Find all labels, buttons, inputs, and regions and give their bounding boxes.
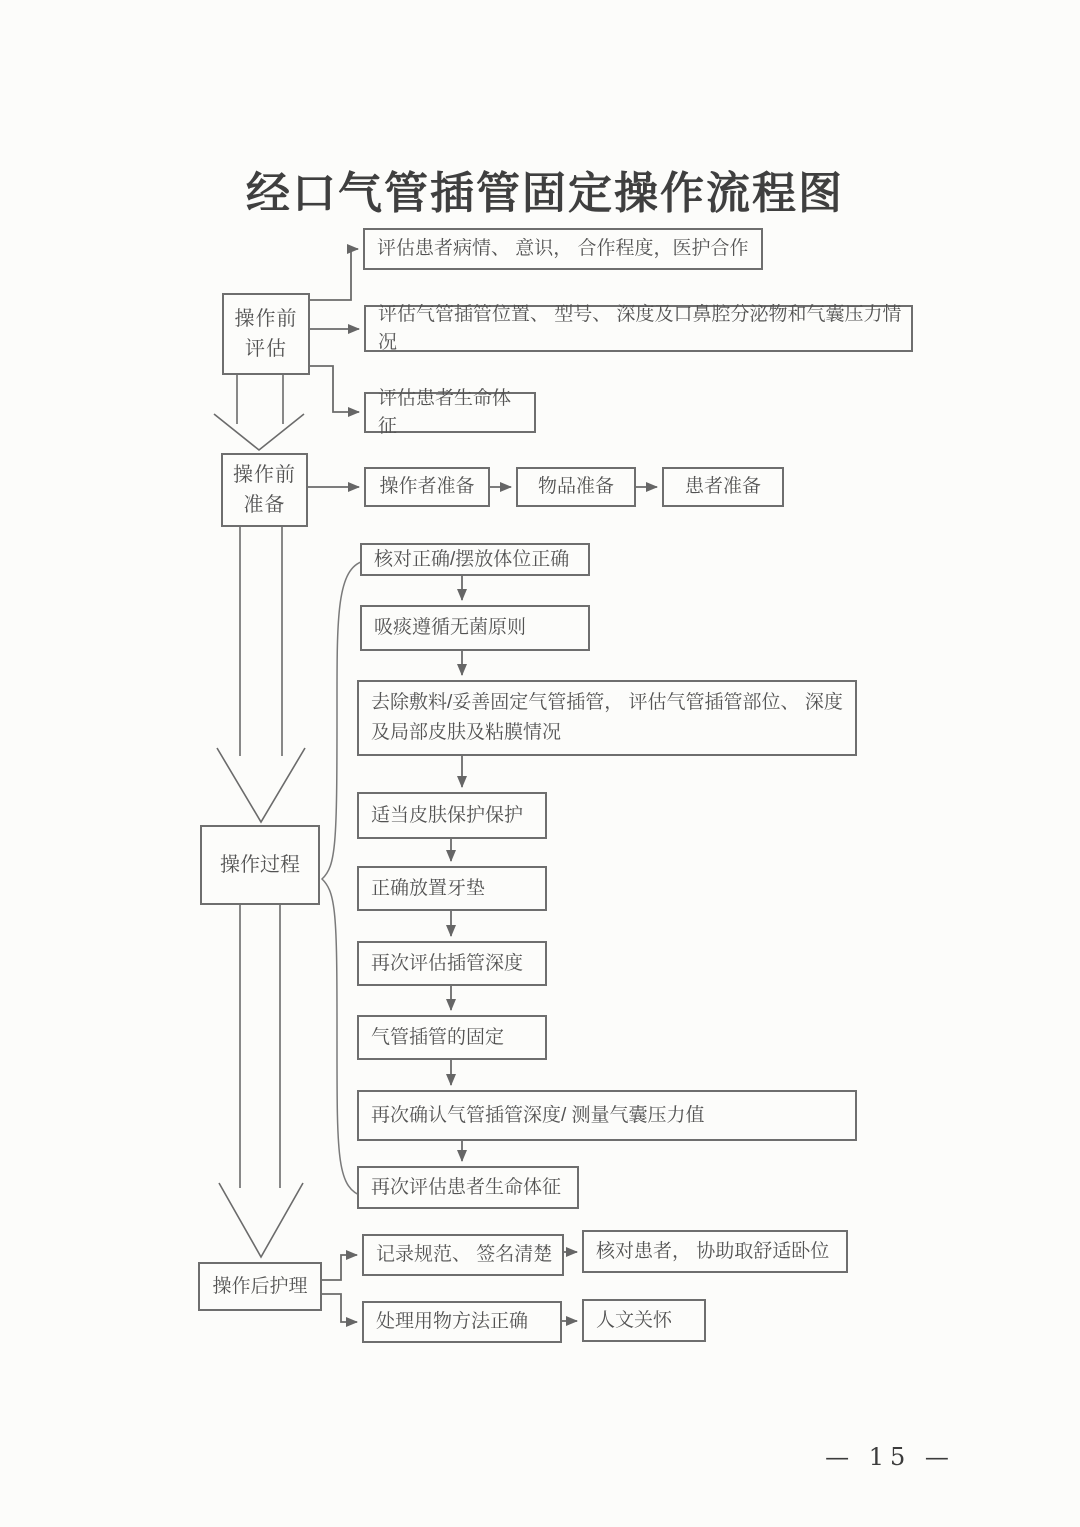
arrow-to-record — [322, 1255, 357, 1280]
hollow-arrow-process-to-postcare — [219, 905, 303, 1257]
stage-box-pre-assessment — [222, 293, 310, 375]
stage-label-line: 操作前 — [233, 464, 296, 486]
stage-box-post-care: 操作后护理 — [198, 1262, 322, 1311]
page-title: 经口气管插管固定操作流程图 — [246, 168, 844, 219]
process-step-box: 适当皮肤保护保护 — [357, 792, 547, 839]
process-step-box: 再次评估插管深度 — [357, 941, 547, 986]
post-care-step-box: 记录规范、 签名清楚 — [362, 1234, 564, 1276]
process-step-box: 去除敷料/妥善固定气管插管， 评估气管插管部位、 深度及局部皮肤及粘膜情况 — [357, 680, 857, 756]
process-step-box: 再次评估患者生命体征 — [357, 1166, 579, 1209]
process-step-box: 再次确认气管插管深度/ 测量气囊压力值 — [357, 1090, 857, 1141]
stage-box-pre-preparation — [221, 453, 308, 527]
assessment-step-box: 评估气管插管位置、 型号、 深度及口鼻腔分泌物和气囊压力情况 — [364, 305, 913, 352]
assessment-step-box: 评估患者病情、 意识， 合作程度，医护合作 — [363, 228, 763, 270]
process-step-box: 气管插管的固定 — [357, 1015, 547, 1060]
process-step-box: 正确放置牙垫 — [357, 866, 547, 911]
preparation-step-box: 操作者准备 — [364, 467, 490, 507]
process-step-box: 核对正确/摆放体位正确 — [360, 543, 590, 576]
preparation-step-box: 物品准备 — [516, 467, 636, 507]
preparation-step-box: 患者准备 — [662, 467, 784, 507]
page-number: — 15 — — [825, 1443, 955, 1471]
process-step-box: 吸痰遵循无菌原则 — [360, 605, 590, 651]
stage-label-line: 操作前 — [234, 308, 298, 330]
arrow-to-assessment-3 — [310, 366, 359, 412]
hollow-arrow-prep-to-process — [217, 527, 305, 822]
stage-label-line: 评估 — [245, 338, 287, 360]
hollow-arrow-assess-to-prep — [214, 375, 304, 450]
stage-label-line: 准备 — [243, 494, 286, 516]
post-care-step-box: 人文关怀 — [582, 1299, 706, 1342]
post-care-step-box: 核对患者， 协助取舒适卧位 — [582, 1230, 848, 1273]
assessment-step-box: 评估患者生命体征 — [364, 392, 536, 433]
stage-box-process: 操作过程 — [200, 825, 320, 905]
arrow-to-dispose — [322, 1294, 357, 1322]
post-care-step-box: 处理用物方法正确 — [362, 1301, 562, 1343]
arrow-to-assessment-1 — [310, 249, 358, 300]
